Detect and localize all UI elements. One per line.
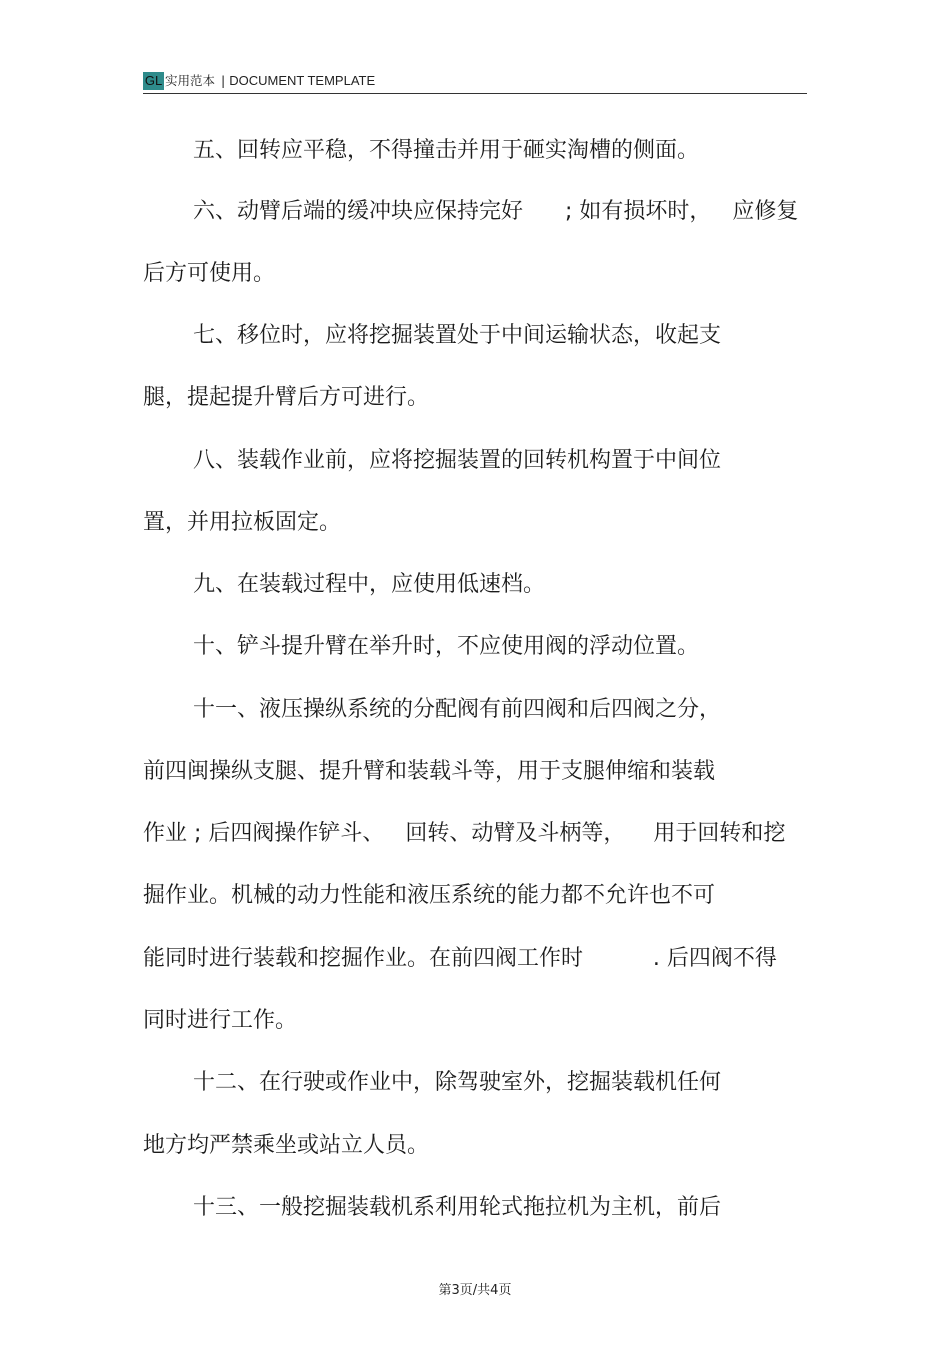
body-line: 能同时进行装载和挖掘作业。在前四阀工作时 . 后四阀不得 xyxy=(143,946,777,971)
header-separator: | xyxy=(221,73,226,88)
body-line: 十二、在行驶或作业中，除驾驶室外，挖掘装载机任何 xyxy=(193,1070,722,1095)
body-line: 后方可使用。 xyxy=(143,261,276,286)
body-line: 十三、一般挖掘装载机系利用轮式拖拉机为主机，前后 xyxy=(193,1195,722,1220)
body-line: 六、动臂后端的缓冲块应保持完好 ; 如有损坏时， 应修复 xyxy=(193,199,799,224)
body-line: 地方均严禁乘坐或站立人员。 xyxy=(143,1133,430,1158)
body-line: 五、回转应平稳，不得撞击并用于砸实淘槽的侧面。 xyxy=(193,138,700,163)
body-line: 同时进行工作。 xyxy=(143,1008,298,1033)
body-line: 十一、液压操纵系统的分配阀有前四阀和后四阀之分， xyxy=(193,697,722,722)
brand-logo: GL xyxy=(144,73,163,88)
body-line: 腿，提起提升臂后方可进行。 xyxy=(143,385,430,410)
body-line: 置，并用拉板固定。 xyxy=(143,510,342,535)
body-line: 前四闽操纵支腿、提升臂和装载斗等，用于支腿伸缩和装载 xyxy=(143,759,716,784)
brand-name: 实用范本 xyxy=(165,73,216,88)
body-line: 九、在装载过程中，应使用低速档。 xyxy=(193,572,546,597)
body-line: 作业 ; 后四阀操作铲斗、 回转、动臂及斗柄等， 用于回转和挖 xyxy=(143,821,786,846)
body-line: 十、铲斗提升臂在举升时，不应使用阀的浮动位置。 xyxy=(193,634,700,659)
body-line: 掘作业。机械的动力性能和液压系统的能力都不允许也不可 xyxy=(143,883,716,908)
header-subtitle: DOCUMENT TEMPLATE xyxy=(229,73,376,88)
body-line: 八、装载作业前，应将挖掘装置的回转机构置于中间位 xyxy=(193,448,722,473)
page-number: 第3页/共4页 xyxy=(438,1283,512,1298)
body-line: 七、移位时，应将挖掘装置处于中间运输状态，收起支 xyxy=(193,323,722,348)
